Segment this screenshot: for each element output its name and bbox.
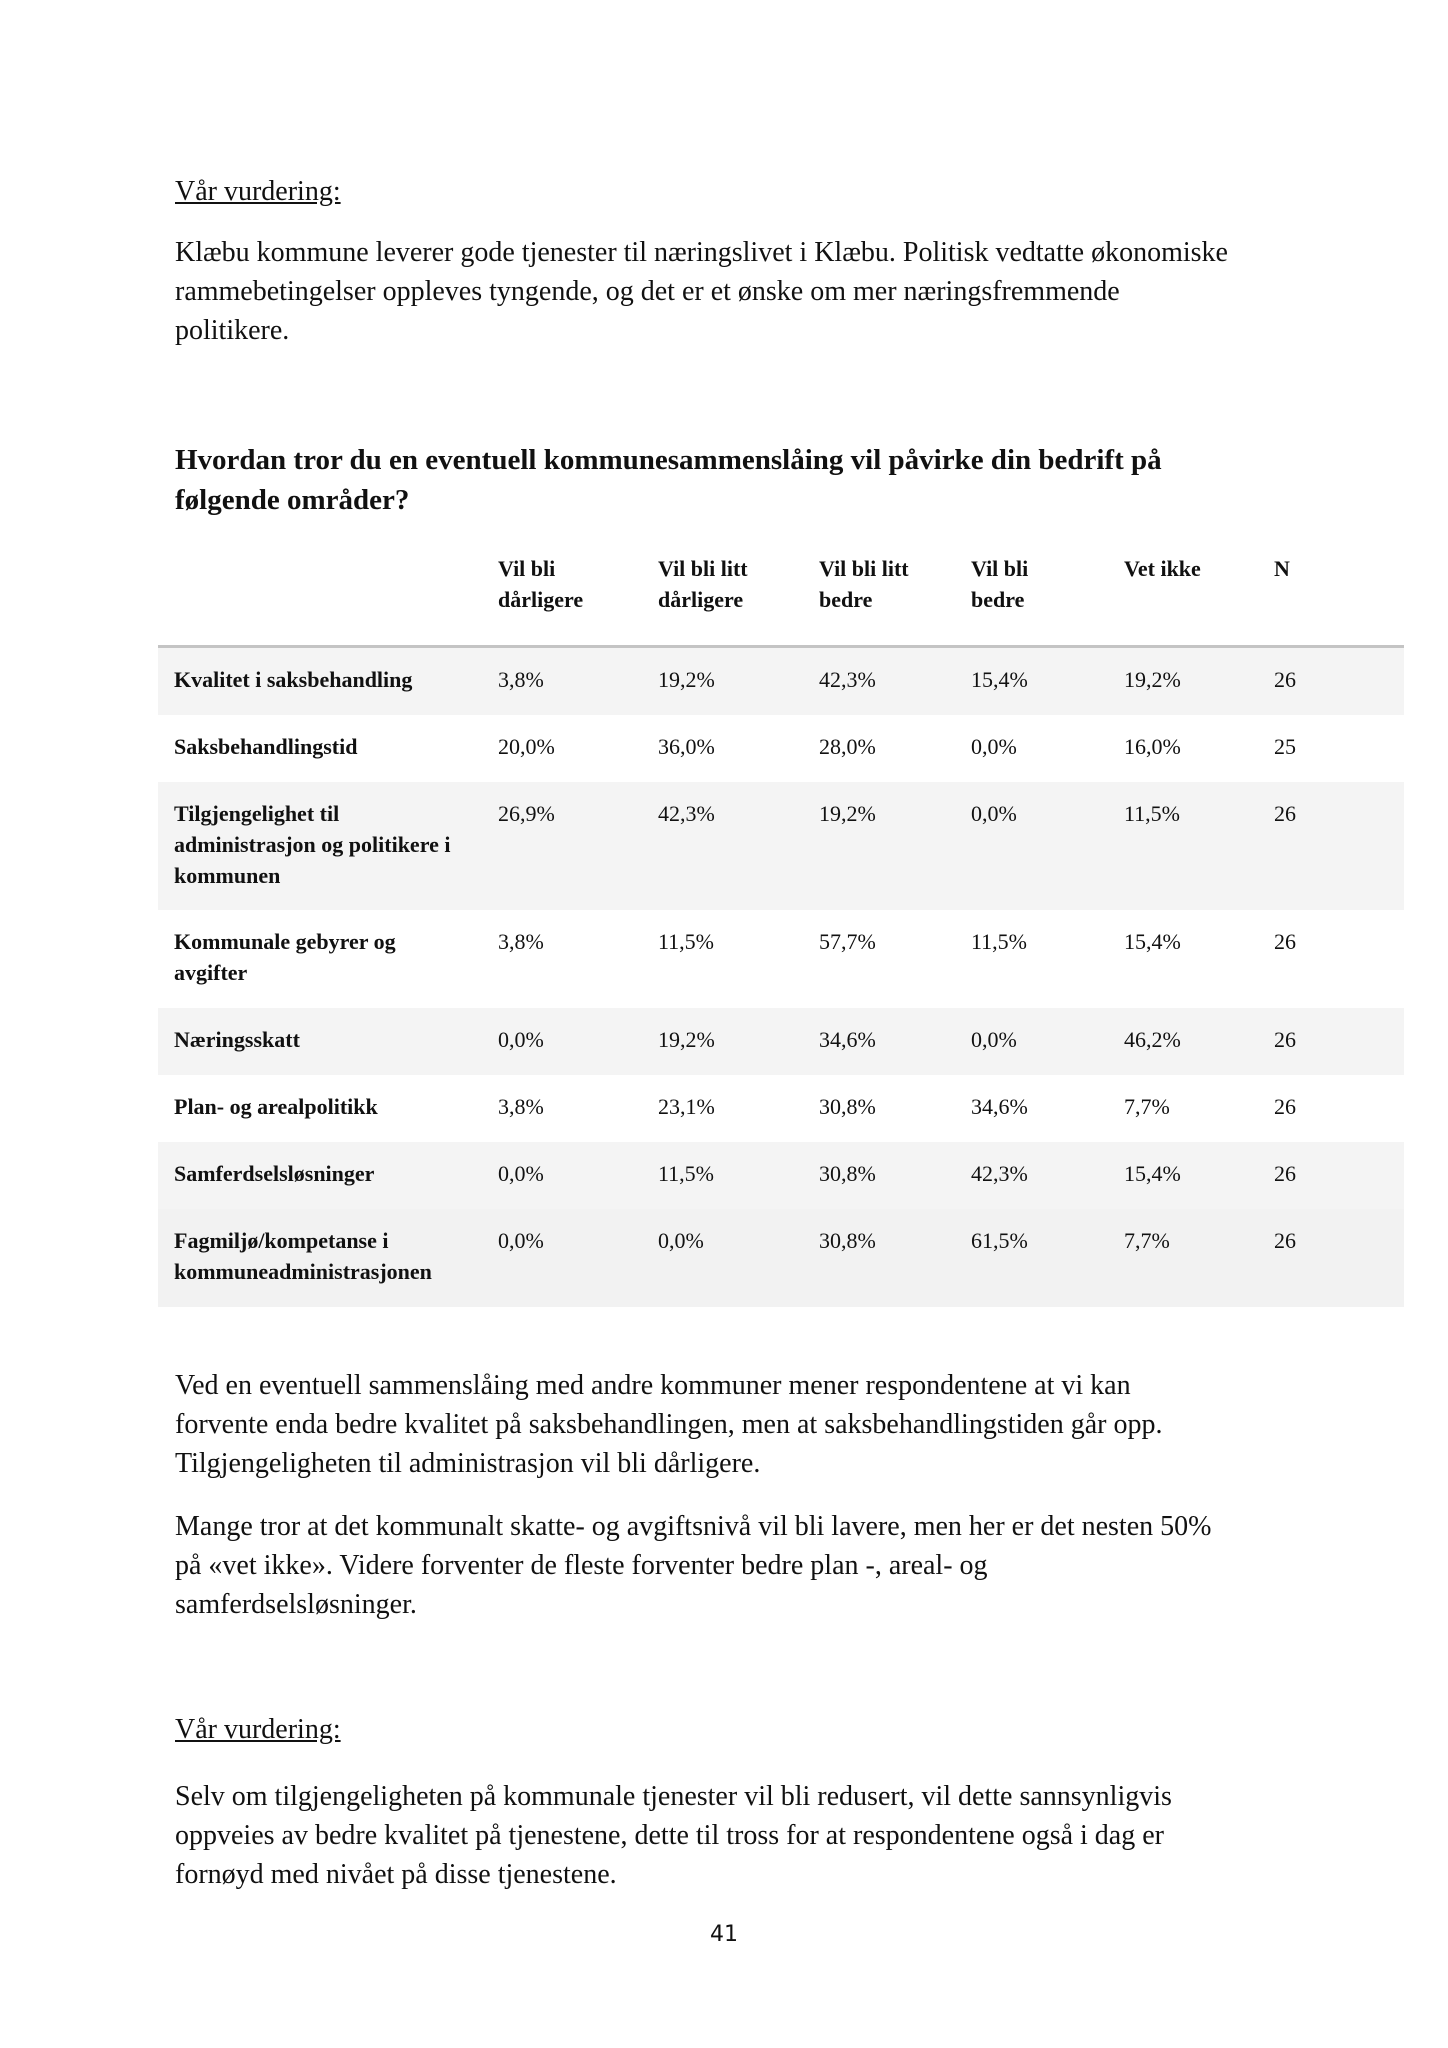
table-cell: 26,9%	[498, 801, 555, 826]
table-cell: 7,7%	[1124, 1094, 1170, 1119]
text-line: Ved en eventuell sammenslåing med andre kommuner mener respondentene at vi kan	[175, 1370, 1131, 1401]
table-header-row	[158, 545, 1404, 648]
table-cell: 26	[1274, 1228, 1296, 1253]
text-line: Selv om tilgjengeligheten på kommunale tjenester vil bli redusert, vil dette sannsynligvis	[175, 1781, 1172, 1812]
table-cell: 26	[1274, 1094, 1296, 1119]
row-label: Plan- og arealpolitikk	[174, 1094, 378, 1119]
column-header: Vil bli dårligere	[498, 556, 584, 612]
table-cell: 3,8%	[498, 1094, 544, 1119]
table-cell: 19,2%	[658, 667, 715, 692]
text-line: Mange tror at det kommunalt skatte- og avgiftsnivå vil bli lavere, men her er det nesten 50%	[175, 1511, 1212, 1542]
row-label: Saksbehandlingstid	[174, 734, 358, 759]
table-cell: 0,0%	[971, 734, 1017, 759]
row-label: Samferdselsløsninger	[174, 1161, 375, 1186]
question-line: Hvordan tror du en eventuell kommunesammenslåing vil påvirke din bedrift på	[175, 444, 1162, 476]
text-line: på «vet ikke». Videre forventer de fleste forventer bedre plan -, areal- og	[175, 1550, 988, 1581]
table-cell: 15,4%	[1124, 929, 1181, 954]
row-label: Næringsskatt	[174, 1027, 300, 1052]
text-line: politikere.	[175, 315, 290, 346]
column-header: Vet ikke	[1124, 556, 1201, 581]
table-cell: 42,3%	[658, 801, 715, 826]
table-cell: 57,7%	[819, 929, 876, 954]
assessment-paragraph-1	[175, 233, 1305, 350]
findings-paragraph	[175, 1366, 1305, 1483]
column-header: Vil bli litt bedre	[819, 556, 909, 612]
table-cell: 19,2%	[658, 1027, 715, 1052]
row-label: Kommunale gebyrer og avgifter	[174, 929, 396, 985]
text-line: Tilgjengeligheten til administrasjon vil bli dårligere.	[175, 1448, 761, 1479]
table-cell: 26	[1274, 801, 1296, 826]
table-cell: 30,8%	[819, 1228, 876, 1253]
tax-paragraph	[175, 1507, 1305, 1624]
text-line: rammebetingelser oppleves tyngende, og det er et ønske om mer næringsfremmende	[175, 276, 1120, 307]
row-label: Fagmiljø/kompetanse i kommuneadministrasjonen	[174, 1228, 432, 1284]
table-cell: 0,0%	[971, 801, 1017, 826]
table-cell: 7,7%	[1124, 1228, 1170, 1253]
table-cell: 11,5%	[658, 1161, 715, 1186]
table-cell: 16,0%	[1124, 734, 1181, 759]
table-cell: 3,8%	[498, 667, 544, 692]
text-line: forvente enda bedre kvalitet på saksbehandlingen, men at saksbehandlingstiden går opp.	[175, 1409, 1163, 1440]
text-line: Klæbu kommune leverer gode tjenester til næringslivet i Klæbu. Politisk vedtatte økonomiske	[175, 237, 1228, 268]
table-cell: 15,4%	[971, 667, 1028, 692]
text-line: fornøyd med nivået på disse tjenestene.	[175, 1859, 617, 1890]
table-cell: 61,5%	[971, 1228, 1028, 1253]
table-cell: 26	[1274, 1161, 1296, 1186]
table-cell: 19,2%	[1124, 667, 1181, 692]
column-header: Vil bli bedre	[971, 556, 1029, 612]
table-cell: 11,5%	[658, 929, 715, 954]
table-row	[158, 1008, 1404, 1075]
table-row	[158, 648, 1404, 715]
table-cell: 0,0%	[971, 1027, 1017, 1052]
text-line: samferdselsløsninger.	[175, 1589, 417, 1620]
table-cell: 0,0%	[498, 1027, 544, 1052]
table-cell: 34,6%	[971, 1094, 1028, 1119]
table-row	[158, 1142, 1404, 1209]
table-cell: 23,1%	[658, 1094, 715, 1119]
table-cell: 26	[1274, 1027, 1296, 1052]
table-row	[158, 1075, 1404, 1142]
table-cell: 3,8%	[498, 929, 544, 954]
table-cell: 34,6%	[819, 1027, 876, 1052]
table-cell: 46,2%	[1124, 1027, 1181, 1052]
row-label: Kvalitet i saksbehandling	[174, 667, 413, 692]
table-cell: 36,0%	[658, 734, 715, 759]
table-cell: 11,5%	[1124, 801, 1181, 826]
table-cell: 42,3%	[819, 667, 876, 692]
table-cell: 19,2%	[819, 801, 876, 826]
section-heading-2: Vår vurdering:	[175, 1714, 341, 1745]
table-cell: 26	[1274, 667, 1296, 692]
table-cell: 26	[1274, 929, 1296, 954]
assessment-paragraph-2	[175, 1777, 1305, 1894]
table-cell: 42,3%	[971, 1161, 1028, 1186]
column-header: Vil bli litt dårligere	[658, 556, 748, 612]
page-number: 41	[710, 1922, 738, 1947]
table-cell: 11,5%	[971, 929, 1028, 954]
table-row	[158, 1209, 1404, 1307]
table-cell: 30,8%	[819, 1161, 876, 1186]
table-row	[158, 715, 1404, 782]
text-line: oppveies av bedre kvalitet på tjenestene, dette til tross for at respondentene også i dag er	[175, 1820, 1164, 1851]
section-heading-1: Vår vurdering:	[175, 176, 341, 207]
row-label: Tilgjengelighet til administrasjon og politikere i kommunen	[174, 801, 451, 888]
table-row	[158, 910, 1404, 1008]
table-row	[158, 782, 1404, 910]
question-line: følgende områder?	[175, 484, 410, 516]
table-cell: 28,0%	[819, 734, 876, 759]
table-cell: 0,0%	[658, 1228, 704, 1253]
table-cell: 0,0%	[498, 1228, 544, 1253]
table-cell: 25	[1274, 734, 1296, 759]
table-cell: 20,0%	[498, 734, 555, 759]
column-header: N	[1274, 556, 1290, 581]
survey-table	[158, 545, 1404, 1307]
table-cell: 15,4%	[1124, 1161, 1181, 1186]
survey-question	[175, 440, 1275, 520]
table-cell: 0,0%	[498, 1161, 544, 1186]
table-cell: 30,8%	[819, 1094, 876, 1119]
